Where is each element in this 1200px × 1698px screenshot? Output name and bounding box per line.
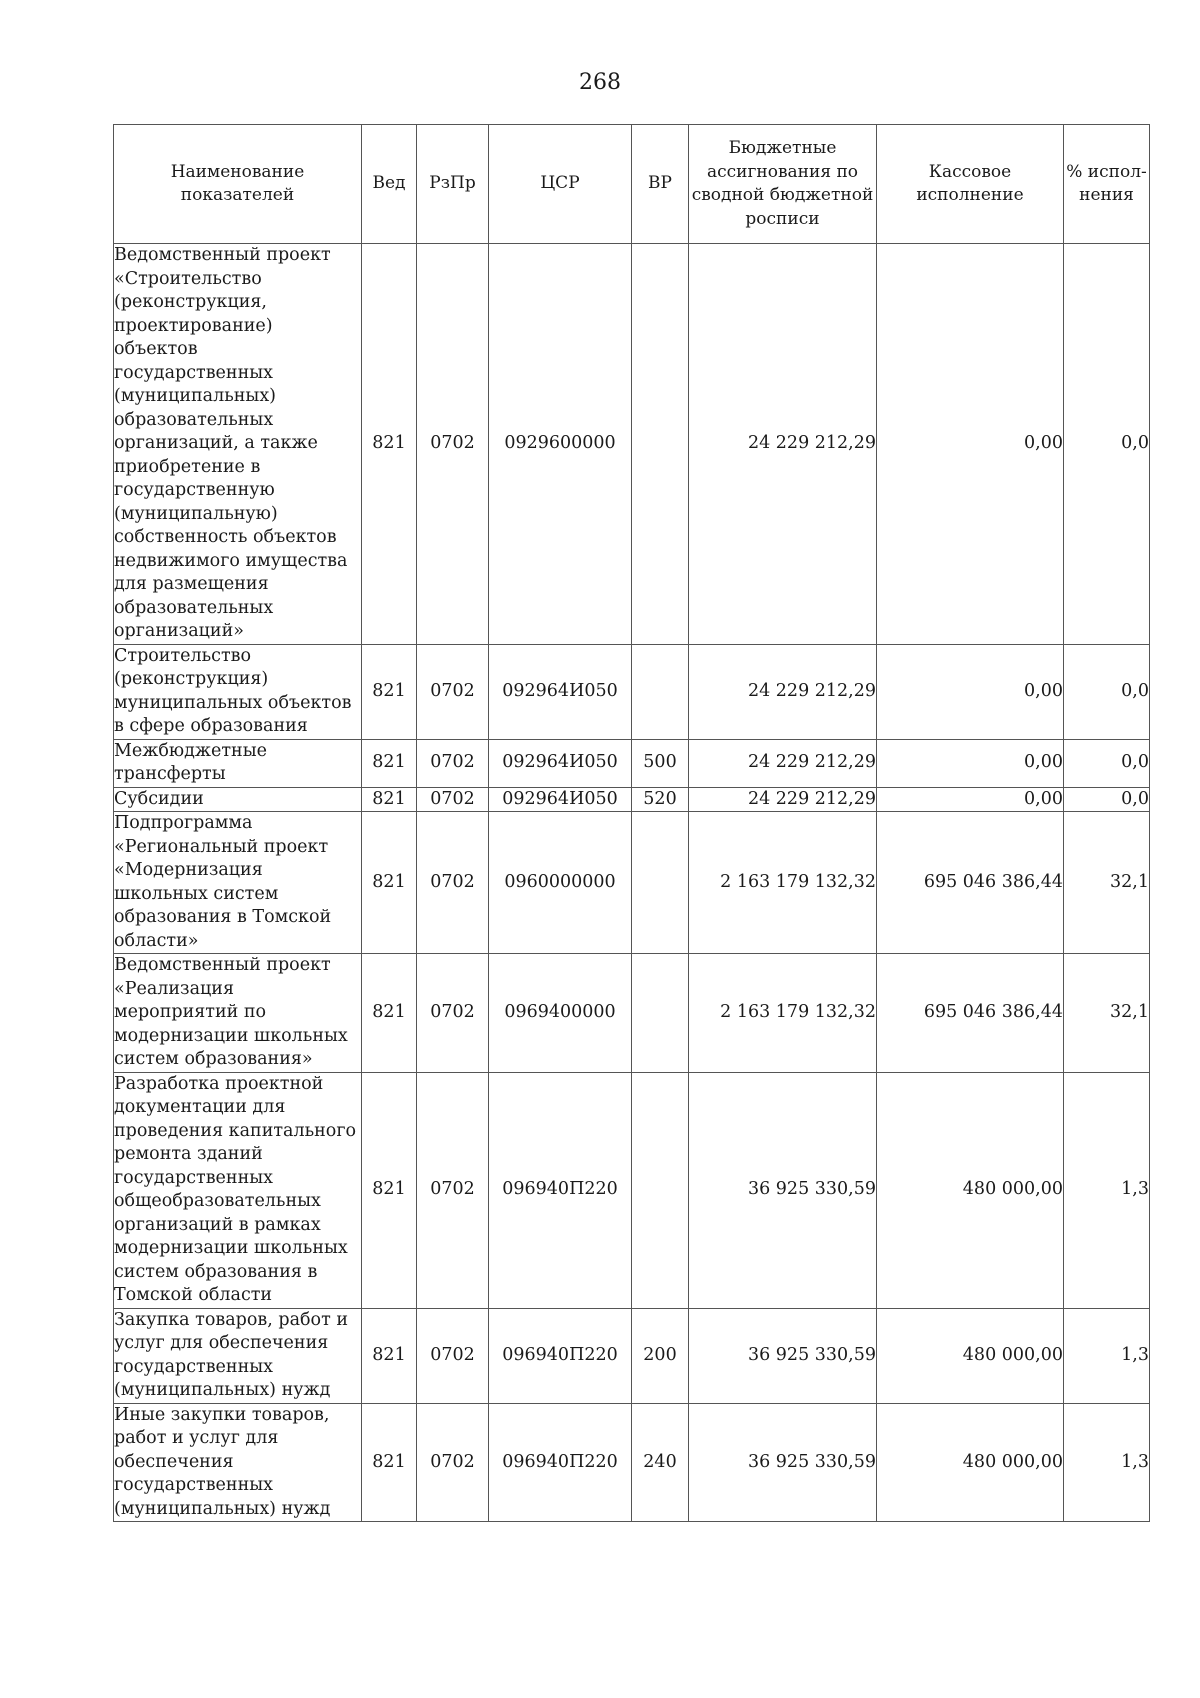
row-ved: 821 [362,1072,417,1308]
row-cash: 695 046 386,44 [877,812,1064,954]
row-budget: 36 925 330,59 [689,1072,877,1308]
row-csr: 096940П220 [489,1308,632,1403]
row-cash: 480 000,00 [877,1072,1064,1308]
row-cash: 695 046 386,44 [877,954,1064,1073]
table-row [114,244,1150,645]
row-vr [632,644,689,739]
header-percent: % испол-нения [1064,125,1150,244]
row-rzpr: 0702 [417,787,489,812]
row-ved: 821 [362,644,417,739]
row-vr: 200 [632,1308,689,1403]
table-header-row [114,125,1150,244]
row-csr: 0969400000 [489,954,632,1073]
row-name: Ведомственный проект «Строительство (реконструкция, проектирование) объектов государственных (муниципальных) образовательных организаций, а также приобретение в государственную (муниципальную) собственность объектов недвижимого имущества для размещения образовательных организаций» [114,244,362,645]
row-percent: 32,1 [1064,812,1150,954]
table-row [114,812,1150,954]
page-number: 268 [579,70,621,95]
row-csr: 096940П220 [489,1403,632,1522]
table-row [114,739,1150,787]
row-name: Субсидии [114,787,362,812]
row-ved: 821 [362,739,417,787]
row-percent: 0,0 [1064,787,1150,812]
row-name: Разработка проектной документации для проведения капитального ремонта зданий государственных общеобразовательных организаций в рамках модернизации школьных систем образования в Томской области [114,1072,362,1308]
row-name: Иные закупки товаров, работ и услуг для обеспечения государственных (муниципальных) нужд [114,1403,362,1522]
table-row [114,954,1150,1073]
row-ved: 821 [362,954,417,1073]
row-ved: 821 [362,812,417,954]
row-csr: 092964И050 [489,739,632,787]
header-ved: Вед [362,125,417,244]
row-vr [632,812,689,954]
table-row [114,1308,1150,1403]
row-budget: 36 925 330,59 [689,1308,877,1403]
row-ved: 821 [362,244,417,645]
row-vr [632,954,689,1073]
row-rzpr: 0702 [417,954,489,1073]
row-name: Межбюджетные трансферты [114,739,362,787]
row-rzpr: 0702 [417,1403,489,1522]
row-vr: 500 [632,739,689,787]
row-csr: 0929600000 [489,244,632,645]
table-row [114,787,1150,812]
row-rzpr: 0702 [417,1072,489,1308]
row-cash: 0,00 [877,244,1064,645]
row-budget: 36 925 330,59 [689,1403,877,1522]
row-rzpr: 0702 [417,644,489,739]
row-percent: 1,3 [1064,1308,1150,1403]
table-row [114,1403,1150,1522]
row-csr: 092964И050 [489,644,632,739]
row-cash: 0,00 [877,787,1064,812]
row-vr: 240 [632,1403,689,1522]
row-vr [632,1072,689,1308]
row-name: Подпрограмма «Региональный проект «Модернизация школьных систем образования в Томской области» [114,812,362,954]
row-budget: 24 229 212,29 [689,787,877,812]
row-csr: 092964И050 [489,787,632,812]
header-csr: ЦСР [489,125,632,244]
row-rzpr: 0702 [417,244,489,645]
row-percent: 1,3 [1064,1403,1150,1522]
row-percent: 1,3 [1064,1072,1150,1308]
row-cash: 0,00 [877,739,1064,787]
row-rzpr: 0702 [417,1308,489,1403]
row-budget: 2 163 179 132,32 [689,812,877,954]
row-percent: 32,1 [1064,954,1150,1073]
row-name: Ведомственный проект «Реализация мероприятий по модернизации школьных систем образования» [114,954,362,1073]
row-ved: 821 [362,1308,417,1403]
row-percent: 0,0 [1064,644,1150,739]
table-row [114,1072,1150,1308]
row-vr: 520 [632,787,689,812]
row-ved: 821 [362,1403,417,1522]
header-name: Наименование показателей [114,125,362,244]
table-row [114,644,1150,739]
row-percent: 0,0 [1064,244,1150,645]
header-cash: Кассовое исполнение [877,125,1064,244]
row-budget: 24 229 212,29 [689,244,877,645]
row-ved: 821 [362,787,417,812]
row-budget: 24 229 212,29 [689,644,877,739]
row-cash: 480 000,00 [877,1403,1064,1522]
header-budget: Бюджетные ассигнования по сводной бюджетной росписи [689,125,877,244]
budget-execution-table [113,124,1150,1522]
row-vr [632,244,689,645]
row-cash: 0,00 [877,644,1064,739]
header-vr: ВР [632,125,689,244]
row-budget: 24 229 212,29 [689,739,877,787]
row-name: Закупка товаров, работ и услуг для обеспечения государственных (муниципальных) нужд [114,1308,362,1403]
row-rzpr: 0702 [417,739,489,787]
header-rzpr: РзПр [417,125,489,244]
row-name: Строительство (реконструкция) муниципальных объектов в сфере образования [114,644,362,739]
row-rzpr: 0702 [417,812,489,954]
row-csr: 0960000000 [489,812,632,954]
row-csr: 096940П220 [489,1072,632,1308]
row-percent: 0,0 [1064,739,1150,787]
row-cash: 480 000,00 [877,1308,1064,1403]
row-budget: 2 163 179 132,32 [689,954,877,1073]
